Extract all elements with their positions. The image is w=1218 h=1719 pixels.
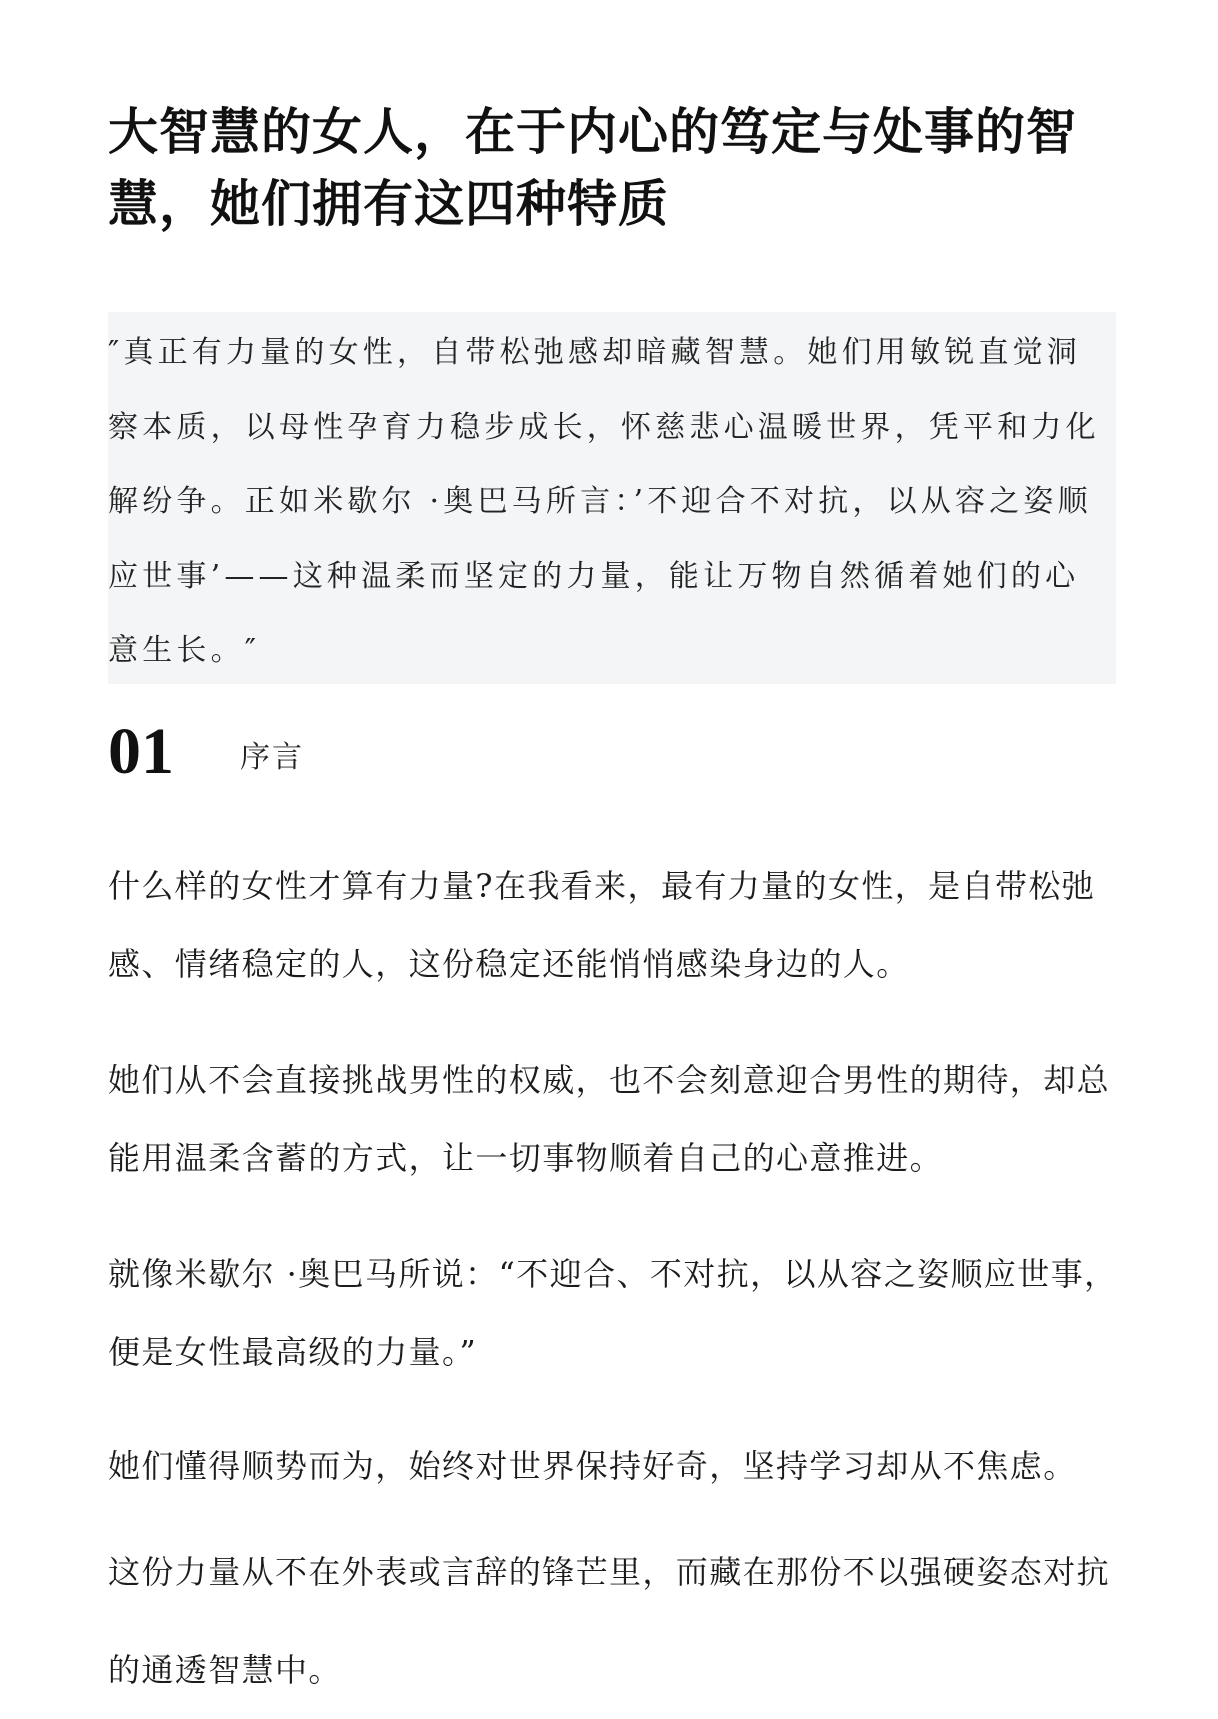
paragraph: 什么样的女性才算有力量?在我看来，最有力量的女性，是自带松弛感、情绪稳定的人，这份稳定还能悄悄感染身边的人。: [108, 867, 1096, 983]
section-heading: [108, 712, 708, 792]
quote-block: ″真正有力量的女性，自带松弛感却暗藏智慧。她们用敏锐直觉洞察本质，以母性孕育力稳步成长，怀慈悲心温暖世界，凭平和力化解纷争。正如米歇尔 ·奥巴马所言：’不迎合不对抗，以从容之姿顺应世事’——这种温柔而坚定的力量，能让万物自然循着她们的心意生长。″: [108, 312, 1116, 684]
paragraph: 这份力量从不在外表或言辞的锋芒里，而藏在那份不以强硬姿态对抗的通透智慧中。: [108, 1553, 1111, 1689]
paragraph: 她们从不会直接挑战男性的权威，也不会刻意迎合男性的期待，却总能用温柔含蓄的方式，让一切事物顺着自己的心意推进。: [108, 1061, 1111, 1177]
article-title: 大智慧的女人，在于内心的笃定与处事的智慧，她们拥有这四种特质: [108, 103, 1077, 233]
paragraph: 她们懂得顺势而为，始终对世界保持好奇，坚持学习却从不焦虑。: [108, 1447, 1077, 1485]
section-title: 序言: [240, 740, 304, 775]
article-body: [108, 847, 1118, 1719]
paragraph: 就像米歇尔 ·奥巴马所说：“不迎合、不对抗，以从容之姿顺应世事，便是女性最高级的力量。”: [108, 1255, 1118, 1371]
article: [108, 0, 1118, 1689]
section-number: 01: [108, 715, 174, 788]
